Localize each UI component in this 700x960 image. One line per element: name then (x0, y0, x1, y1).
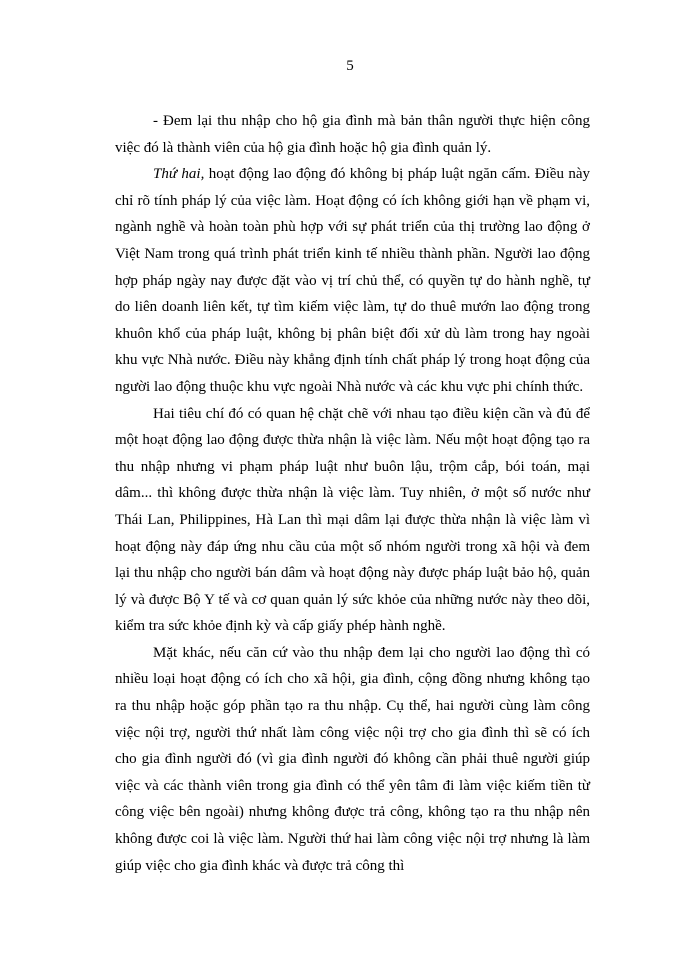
paragraph-4: Mặt khác, nếu căn cứ vào thu nhập đem lại cho người lao động thì có nhiều loại hoạt động có ích cho xã hội, gia đình, cộng đồng nhưng không tạo ra thu nhập hoặc góp phần tạo ra thu nhập. Cụ thể, hai người cùng làm công việc nội trợ, người thứ nhất làm công việc nội trợ cho gia đình thì sẽ có ích cho gia đình người đó (vì gia đình người đó không cần phải thuê người giúp việc và các thành viên trong gia đình có thể yên tâm đi làm việc kiếm tiền từ công việc bên ngoài) nhưng không được trả công, không tạo ra thu nhập nên không được coi là việc làm. Người thứ hai làm công việc nội trợ nhưng là làm giúp việc cho gia đình khác và được trả công thì (115, 644, 590, 874)
paragraph-2-italic-lead: Thứ hai, (153, 166, 205, 183)
paragraph-2 (115, 161, 590, 400)
paragraph-2-text: hoạt động lao động đó không bị pháp luật ngăn cấm. Điều này chỉ rõ tính pháp lý của việc làm. Hoạt động có ích không giới hạn về phạm vi, ngành nghề và hoàn toàn phù hợp với sự phát triển của thị trường lao động ở Việt Nam trong quá trình phát triển kinh tế nhiều thành phần. Người lao động hợp pháp ngày nay được đặt vào vị trí chủ thể, có quyền tự do hành nghề, tự do liên doanh liên kết, tự tìm kiếm việc làm, tự do thuê mướn lao động trong khuôn khổ của pháp luật, không bị phân biệt đối xử dù làm trong hay ngoài khu vực Nhà nước. Điều này khẳng định tính chất pháp lý trong hoạt động của người lao động thuộc khu vực ngoài Nhà nước và các khu vực phi chính thức. (115, 166, 590, 395)
paragraph-3: Hai tiêu chí đó có quan hệ chặt chẽ với nhau tạo điều kiện cần và đủ để một hoạt động lao động được thừa nhận là việc làm. Nếu một hoạt động tạo ra thu nhập nhưng vi phạm pháp luật như buôn lậu, trộm cắp, bói toán, mại dâm... thì không được thừa nhận là việc làm. Tuy nhiên, ở một số nước như Thái Lan, Philippines, Hà Lan thì mại dâm lại được thừa nhận là việc làm vì hoạt động này đáp ứng nhu cầu của một số nhóm người trong xã hội và đem lại thu nhập cho người bán dâm và hoạt động này được pháp luật bảo hộ, quản lý và được Bộ Y tế và cơ quan quản lý sức khỏe của những nước này theo dõi, kiểm tra sức khỏe định kỳ và cấp giấy phép hành nghề. (115, 405, 590, 635)
paragraph-1: - Đem lại thu nhập cho hộ gia đình mà bản thân người thực hiện công việc đó là thành viên của hộ gia đình hoặc hộ gia đình quản lý. (115, 113, 590, 156)
body-text (115, 108, 590, 879)
page-number: 5 (346, 58, 354, 74)
